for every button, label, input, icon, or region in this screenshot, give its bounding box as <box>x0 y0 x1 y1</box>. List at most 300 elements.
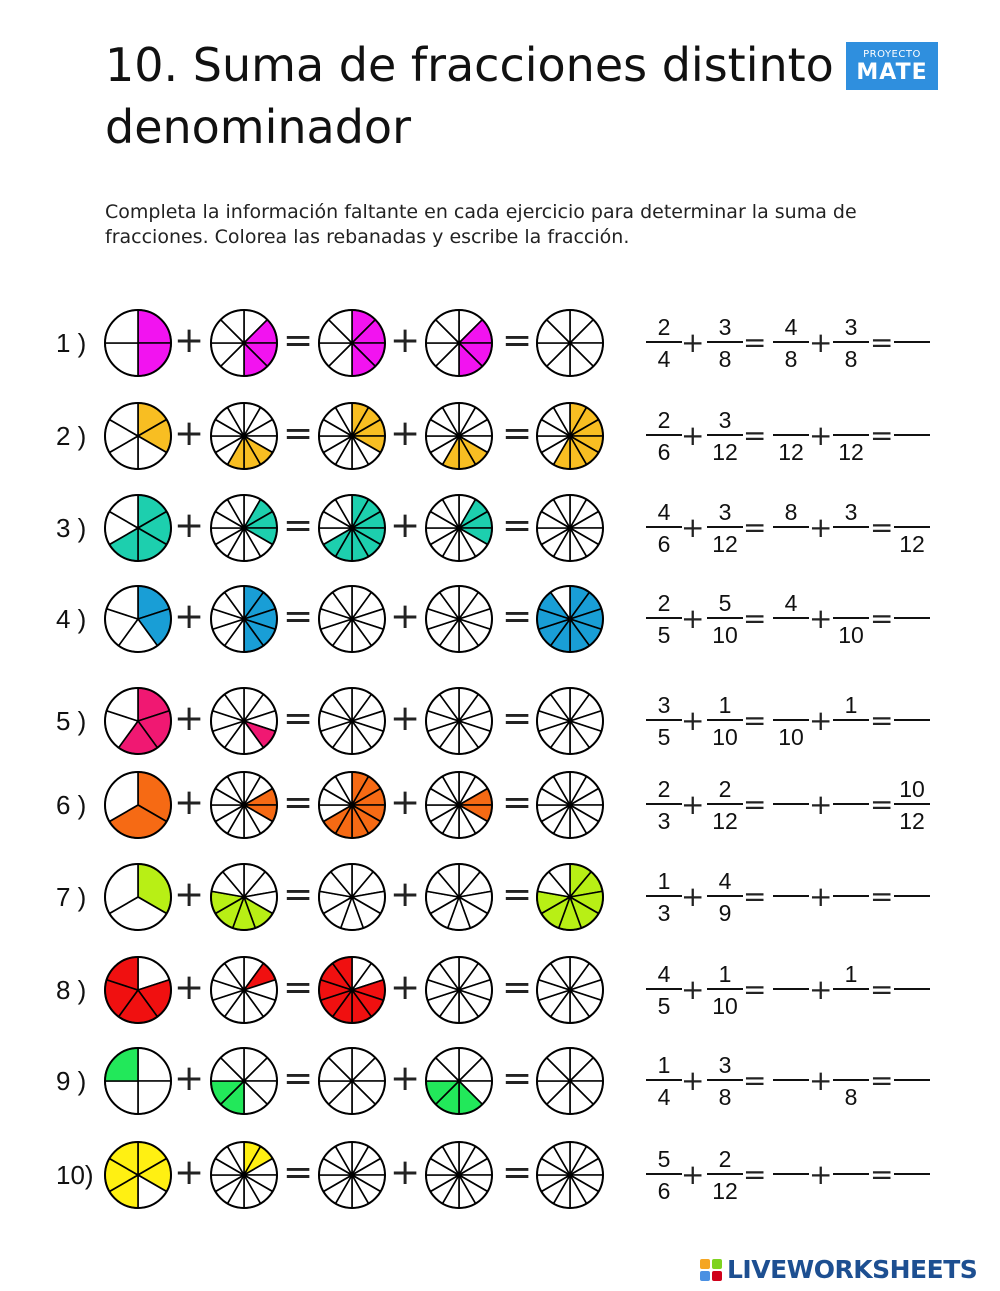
denominator: 6 <box>657 531 671 557</box>
denominator: 12 <box>712 439 738 465</box>
fraction <box>829 313 873 371</box>
fraction <box>769 960 813 1018</box>
fraction-circle[interactable] <box>103 401 173 471</box>
numerator: 3 <box>844 314 858 340</box>
plus-sign: + <box>390 1152 421 1193</box>
equals-sign: = <box>743 704 767 737</box>
proyecto-mate-logo <box>846 42 938 90</box>
fraction <box>829 406 873 464</box>
fraction <box>829 589 873 647</box>
numerator[interactable] <box>829 1145 873 1173</box>
fraction <box>703 1051 747 1109</box>
equals-sign: = <box>870 419 894 452</box>
numerator: 3 <box>718 499 732 525</box>
plus-sign: + <box>681 511 705 544</box>
fraction <box>829 1051 873 1109</box>
fraction <box>703 867 747 925</box>
fraction <box>703 691 747 749</box>
exercise-row <box>0 579 1000 659</box>
equals-sign: = <box>502 320 533 361</box>
fraction-circle[interactable] <box>209 770 279 840</box>
fraction <box>642 867 686 925</box>
exercise-row <box>0 1041 1000 1121</box>
numerator: 1 <box>718 692 732 718</box>
denominator[interactable] <box>829 805 873 833</box>
numerator: 4 <box>657 499 671 525</box>
plus-sign: + <box>174 320 205 361</box>
denominator: 10 <box>712 724 738 750</box>
denominator: 5 <box>657 724 671 750</box>
fraction <box>829 867 873 925</box>
fraction-circle[interactable] <box>103 955 173 1025</box>
numerator[interactable] <box>769 1145 813 1173</box>
denominator[interactable] <box>829 990 873 1018</box>
numerator: 2 <box>718 1146 732 1172</box>
denominator: 10 <box>712 993 738 1019</box>
plus-sign: + <box>681 1064 705 1097</box>
fraction <box>769 1051 813 1109</box>
equals-sign: = <box>502 874 533 915</box>
plus-sign: + <box>809 973 833 1006</box>
denominator[interactable] <box>890 990 934 1018</box>
fraction <box>829 960 873 1018</box>
fraction-circle[interactable] <box>424 1140 494 1210</box>
fraction <box>829 691 873 749</box>
fraction <box>890 1145 934 1203</box>
numerator: 2 <box>657 590 671 616</box>
liveworksheets-icon <box>700 1259 724 1283</box>
denominator[interactable] <box>829 528 873 556</box>
fraction <box>890 867 934 925</box>
numerator[interactable] <box>829 1051 873 1079</box>
plus-sign: + <box>174 596 205 637</box>
liveworksheets-brand: LIVEWORKSHEETS <box>727 1255 978 1284</box>
equals-sign: = <box>502 1152 533 1193</box>
equals-sign: = <box>870 511 894 544</box>
plus-sign: + <box>174 505 205 546</box>
fraction-circle[interactable] <box>103 862 173 932</box>
plus-sign: + <box>174 782 205 823</box>
fraction <box>642 775 686 833</box>
exercise-number: 9 ) <box>56 1066 87 1096</box>
equals-sign: = <box>283 320 314 361</box>
numerator[interactable] <box>769 406 813 434</box>
fraction-circle[interactable] <box>535 686 605 756</box>
exercise-number: 8 ) <box>56 975 87 1005</box>
numerator[interactable] <box>829 589 873 617</box>
numerator: 5 <box>718 590 732 616</box>
denominator: 8 <box>718 346 732 372</box>
fraction <box>642 960 686 1018</box>
fraction-circle[interactable] <box>424 686 494 756</box>
denominator: 3 <box>657 900 671 926</box>
exercise-row <box>0 396 1000 476</box>
equals-sign: = <box>283 1058 314 1099</box>
denominator: 6 <box>657 1178 671 1204</box>
page-title: 10. Suma de fracciones distinto denominador <box>105 38 834 154</box>
denominator: 12 <box>712 531 738 557</box>
fraction-circle[interactable] <box>535 862 605 932</box>
denominator: 6 <box>657 439 671 465</box>
plus-sign: + <box>390 320 421 361</box>
equals-sign: = <box>743 419 767 452</box>
plus-sign: + <box>390 413 421 454</box>
liveworksheets-logo <box>700 1252 1000 1286</box>
plus-sign: + <box>390 698 421 739</box>
fraction-circle[interactable] <box>535 401 605 471</box>
denominator: 4 <box>657 1084 671 1110</box>
equals-sign: = <box>743 326 767 359</box>
denominator: 10 <box>712 622 738 648</box>
fraction <box>703 960 747 1018</box>
numerator: 3 <box>657 692 671 718</box>
fraction <box>890 589 934 647</box>
exercise-number: 2 ) <box>56 421 87 451</box>
equals-sign: = <box>870 788 894 821</box>
denominator: 5 <box>657 622 671 648</box>
fraction-circle[interactable] <box>317 308 387 378</box>
denominator: 5 <box>657 993 671 1019</box>
numerator: 4 <box>718 868 732 894</box>
numerator: 2 <box>718 776 732 802</box>
fraction-circle[interactable] <box>535 493 605 563</box>
fraction <box>642 498 686 556</box>
fraction <box>829 775 873 833</box>
denominator: 9 <box>718 900 732 926</box>
fraction-circle[interactable] <box>424 308 494 378</box>
denominator[interactable] <box>890 619 934 647</box>
plus-sign: + <box>809 602 833 635</box>
fraction <box>769 1145 813 1203</box>
fraction <box>642 406 686 464</box>
fraction <box>703 775 747 833</box>
plus-sign: + <box>681 419 705 452</box>
equals-sign: = <box>502 505 533 546</box>
plus-sign: + <box>390 967 421 1008</box>
equals-sign: = <box>870 704 894 737</box>
fraction-circle[interactable] <box>209 401 279 471</box>
plus-sign: + <box>809 419 833 452</box>
denominator[interactable] <box>890 721 934 749</box>
plus-sign: + <box>681 602 705 635</box>
fraction <box>642 1051 686 1109</box>
logo-line-2: MATE <box>856 60 928 85</box>
equals-sign: = <box>283 874 314 915</box>
equals-sign: = <box>870 602 894 635</box>
fraction <box>890 691 934 749</box>
fraction-circle[interactable] <box>103 770 173 840</box>
numerator: 2 <box>657 776 671 802</box>
fraction-circle[interactable] <box>317 584 387 654</box>
exercise-row <box>0 1135 1000 1215</box>
fraction-circle[interactable] <box>424 1046 494 1116</box>
numerator: 2 <box>657 314 671 340</box>
fraction-circle[interactable] <box>317 1140 387 1210</box>
fraction-circle[interactable] <box>209 1046 279 1116</box>
fraction <box>642 313 686 371</box>
fraction <box>703 1145 747 1203</box>
equals-sign: = <box>870 1064 894 1097</box>
plus-sign: + <box>681 326 705 359</box>
equals-sign: = <box>502 698 533 739</box>
numerator: 3 <box>718 407 732 433</box>
plus-sign: + <box>174 874 205 915</box>
equals-sign: = <box>743 880 767 913</box>
fraction-circle[interactable] <box>103 308 173 378</box>
denominator: 12 <box>899 808 925 834</box>
numerator: 1 <box>657 1052 671 1078</box>
equals-sign: = <box>870 973 894 1006</box>
denominator: 8 <box>844 1084 858 1110</box>
fraction-circle[interactable] <box>209 686 279 756</box>
numerator: 1 <box>718 961 732 987</box>
equals-sign: = <box>743 511 767 544</box>
denominator: 8 <box>718 1084 732 1110</box>
plus-sign: + <box>174 1058 205 1099</box>
denominator[interactable] <box>829 897 873 925</box>
fraction <box>769 867 813 925</box>
numerator[interactable] <box>890 1145 934 1173</box>
exercise-row <box>0 765 1000 845</box>
denominator[interactable] <box>769 1175 813 1203</box>
instructions: Completa la información faltante en cada ejercicio para determinar la suma de fracciones. Colorea las rebanadas y escribe la fracción. <box>105 201 857 248</box>
denominator: 10 <box>838 622 864 648</box>
denominator[interactable] <box>769 897 813 925</box>
denominator[interactable] <box>769 619 813 647</box>
numerator: 2 <box>657 407 671 433</box>
plus-sign: + <box>681 880 705 913</box>
plus-sign: + <box>174 698 205 739</box>
equals-sign: = <box>743 1064 767 1097</box>
denominator[interactable] <box>769 528 813 556</box>
numerator: 4 <box>784 590 798 616</box>
fraction-circle[interactable] <box>209 955 279 1025</box>
fraction <box>769 406 813 464</box>
fraction <box>890 1051 934 1109</box>
fraction-circle[interactable] <box>209 862 279 932</box>
numerator: 10 <box>899 776 925 802</box>
fraction-circle[interactable] <box>424 584 494 654</box>
numerator[interactable] <box>890 867 934 895</box>
fraction-circle[interactable] <box>535 1046 605 1116</box>
fraction-circle[interactable] <box>317 770 387 840</box>
fraction-circle[interactable] <box>317 955 387 1025</box>
equals-sign: = <box>743 788 767 821</box>
denominator[interactable] <box>890 436 934 464</box>
fraction <box>890 498 934 556</box>
fraction-circle[interactable] <box>424 401 494 471</box>
exercise-row <box>0 857 1000 937</box>
plus-sign: + <box>809 511 833 544</box>
plus-sign: + <box>809 880 833 913</box>
exercise-row <box>0 681 1000 761</box>
plus-sign: + <box>390 596 421 637</box>
plus-sign: + <box>390 1058 421 1099</box>
plus-sign: + <box>809 788 833 821</box>
equals-sign: = <box>283 698 314 739</box>
fraction-circle[interactable] <box>103 1046 173 1116</box>
fraction <box>769 498 813 556</box>
fraction <box>890 960 934 1018</box>
numerator[interactable] <box>890 313 934 341</box>
fraction <box>703 313 747 371</box>
fraction-circle[interactable] <box>209 308 279 378</box>
denominator[interactable] <box>829 721 873 749</box>
fraction <box>890 775 934 833</box>
equals-sign: = <box>502 782 533 823</box>
fraction-circle[interactable] <box>209 493 279 563</box>
denominator: 12 <box>712 808 738 834</box>
fraction-circle[interactable] <box>424 862 494 932</box>
numerator[interactable] <box>829 406 873 434</box>
numerator: 4 <box>784 314 798 340</box>
numerator[interactable] <box>890 691 934 719</box>
equals-sign: = <box>283 782 314 823</box>
denominator: 8 <box>784 346 798 372</box>
denominator: 12 <box>899 531 925 557</box>
numerator[interactable] <box>829 775 873 803</box>
exercise-number: 7 ) <box>56 882 87 912</box>
denominator: 8 <box>844 346 858 372</box>
denominator[interactable] <box>769 1081 813 1109</box>
fraction-circle[interactable] <box>103 686 173 756</box>
numerator: 4 <box>657 961 671 987</box>
fraction-circle[interactable] <box>424 955 494 1025</box>
fraction <box>769 589 813 647</box>
numerator[interactable] <box>890 498 934 526</box>
numerator[interactable] <box>890 960 934 988</box>
fraction <box>829 498 873 556</box>
plus-sign: + <box>809 326 833 359</box>
denominator: 12 <box>838 439 864 465</box>
fraction <box>703 589 747 647</box>
numerator: 3 <box>718 1052 732 1078</box>
fraction-circle[interactable] <box>535 1140 605 1210</box>
equals-sign: = <box>283 967 314 1008</box>
plus-sign: + <box>809 704 833 737</box>
numerator[interactable] <box>769 775 813 803</box>
equals-sign: = <box>743 973 767 1006</box>
fraction-circle[interactable] <box>317 1046 387 1116</box>
numerator[interactable] <box>769 867 813 895</box>
denominator[interactable] <box>890 897 934 925</box>
fraction <box>890 313 934 371</box>
plus-sign: + <box>681 788 705 821</box>
exercise-row <box>0 303 1000 383</box>
fraction-circle[interactable] <box>209 584 279 654</box>
fraction-circle[interactable] <box>103 493 173 563</box>
equals-sign: = <box>743 1158 767 1191</box>
fraction <box>769 691 813 749</box>
exercise-number: 5 ) <box>56 706 87 736</box>
plus-sign: + <box>174 1152 205 1193</box>
exercise-row <box>0 488 1000 568</box>
numerator[interactable] <box>890 406 934 434</box>
denominator: 12 <box>778 439 804 465</box>
fraction <box>703 498 747 556</box>
equals-sign: = <box>743 602 767 635</box>
fraction-circle[interactable] <box>209 1140 279 1210</box>
logo-line-1: PROYECTO <box>863 49 921 60</box>
fraction <box>642 1145 686 1203</box>
fraction-circle[interactable] <box>317 686 387 756</box>
fraction-circle[interactable] <box>535 308 605 378</box>
numerator[interactable] <box>769 691 813 719</box>
equals-sign: = <box>502 967 533 1008</box>
plus-sign: + <box>681 973 705 1006</box>
fraction <box>642 589 686 647</box>
numerator: 1 <box>844 961 858 987</box>
fraction-circle[interactable] <box>317 401 387 471</box>
numerator: 3 <box>718 314 732 340</box>
equals-sign: = <box>502 413 533 454</box>
denominator[interactable] <box>890 1175 934 1203</box>
numerator[interactable] <box>890 1051 934 1079</box>
fraction <box>642 691 686 749</box>
denominator[interactable] <box>769 990 813 1018</box>
numerator: 1 <box>657 868 671 894</box>
fraction-circle[interactable] <box>317 862 387 932</box>
denominator: 12 <box>712 1178 738 1204</box>
plus-sign: + <box>174 967 205 1008</box>
fraction <box>769 775 813 833</box>
fraction-circle[interactable] <box>103 1140 173 1210</box>
numerator: 5 <box>657 1146 671 1172</box>
numerator[interactable] <box>769 960 813 988</box>
exercise-row <box>0 950 1000 1030</box>
denominator: 4 <box>657 346 671 372</box>
denominator[interactable] <box>890 1081 934 1109</box>
equals-sign: = <box>283 596 314 637</box>
fraction-circle[interactable] <box>535 955 605 1025</box>
plus-sign: + <box>809 1158 833 1191</box>
equals-sign: = <box>283 413 314 454</box>
plus-sign: + <box>174 413 205 454</box>
equals-sign: = <box>502 1058 533 1099</box>
exercise-number: 6 ) <box>56 790 87 820</box>
fraction-circle[interactable] <box>317 493 387 563</box>
numerator: 3 <box>844 499 858 525</box>
fraction-circle[interactable] <box>103 584 173 654</box>
plus-sign: + <box>681 704 705 737</box>
fraction-circle[interactable] <box>535 770 605 840</box>
fraction <box>890 406 934 464</box>
equals-sign: = <box>502 596 533 637</box>
plus-sign: + <box>390 505 421 546</box>
exercise-number: 1 ) <box>56 328 87 358</box>
exercise-number: 10) <box>56 1160 94 1190</box>
exercise-number: 3 ) <box>56 513 87 543</box>
equals-sign: = <box>283 1152 314 1193</box>
plus-sign: + <box>681 1158 705 1191</box>
fraction-circle[interactable] <box>424 770 494 840</box>
numerator[interactable] <box>829 867 873 895</box>
denominator[interactable] <box>769 805 813 833</box>
numerator[interactable] <box>769 1051 813 1079</box>
plus-sign: + <box>390 874 421 915</box>
fraction <box>829 1145 873 1203</box>
fraction-circle[interactable] <box>424 493 494 563</box>
numerator[interactable] <box>890 589 934 617</box>
denominator[interactable] <box>829 1175 873 1203</box>
numerator: 8 <box>784 499 798 525</box>
equals-sign: = <box>283 505 314 546</box>
fraction <box>703 406 747 464</box>
denominator[interactable] <box>890 343 934 371</box>
equals-sign: = <box>870 326 894 359</box>
fraction-circle[interactable] <box>535 584 605 654</box>
numerator: 1 <box>844 692 858 718</box>
